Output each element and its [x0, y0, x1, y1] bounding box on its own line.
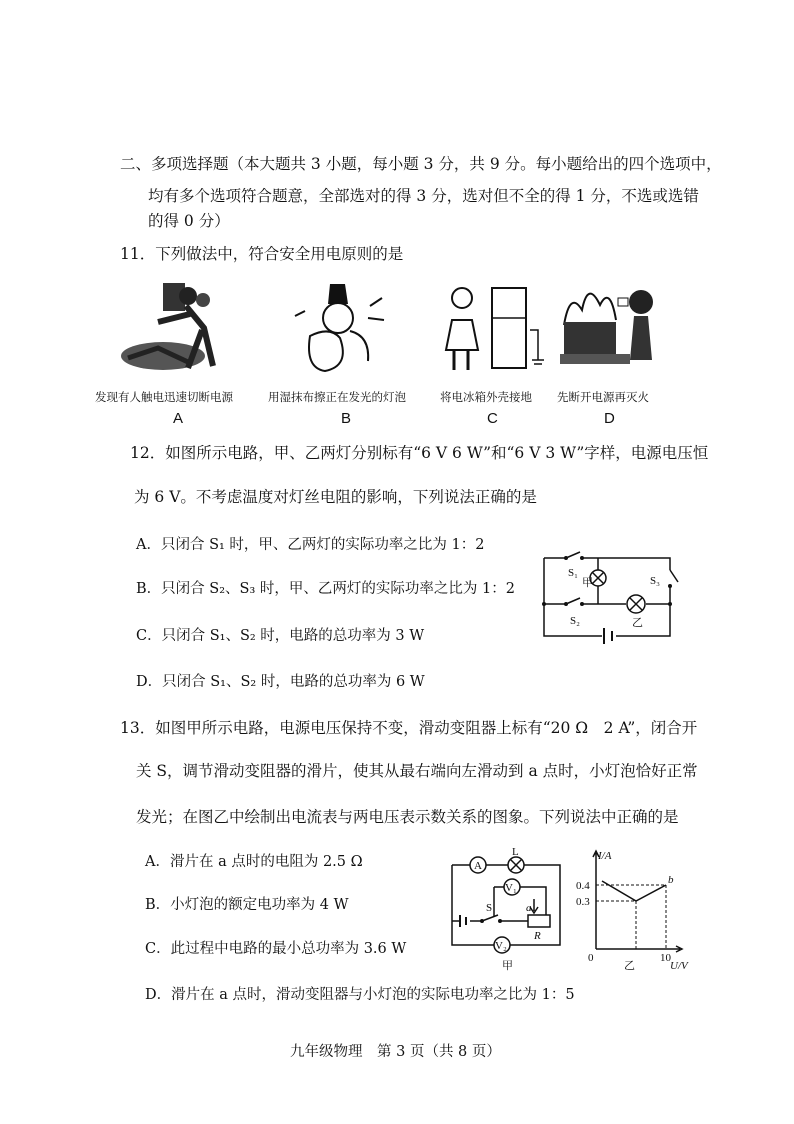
page-footer: 九年级物理 第 3 页（共 8 页）	[290, 1044, 501, 1060]
lamp-l	[508, 857, 524, 873]
fridge-ground-icon	[440, 280, 550, 375]
voltmeter-v1	[504, 879, 520, 895]
circuit-diagram-13	[442, 845, 570, 973]
section-heading-line1: 二、多项选择题（本大题共 3 小题，每小题 3 分，共 9 分。每小题给出的四个选项中，	[120, 155, 722, 173]
graph-ytick-0-3: 0.3	[576, 896, 590, 908]
option-12-d: D．只闭合 S₁、S₂ 时，电路的总功率为 6 W	[136, 674, 425, 690]
svg-text:V₂: V₂	[495, 940, 507, 952]
option-11-c-letter: C	[487, 410, 498, 427]
question-12-stem-line2: 为 6 V。不考虑温度对灯丝电阻的影响，下列说法正确的是	[134, 488, 537, 506]
option-12-b: B．只闭合 S₂、S₃ 时，甲、乙两灯的实际功率之比为 1：2	[136, 581, 515, 597]
option-13-b: B．小灯泡的额定电功率为 4 W	[145, 897, 349, 913]
svg-text:V₁: V₁	[505, 882, 517, 894]
option-11-b-letter: B	[341, 410, 352, 427]
option-13-c: C．此过程中电路的最小总功率为 3.6 W	[145, 941, 407, 957]
graph-xtick-10: 10	[660, 952, 671, 964]
label-lamp-jia: 甲	[582, 577, 593, 589]
iu-graph	[576, 845, 690, 973]
option-11-a-letter: A	[173, 410, 184, 427]
label-s2: S₂	[570, 615, 580, 627]
voltmeter-v2	[494, 937, 510, 953]
lamp-yi	[627, 595, 645, 613]
option-11-d-caption: 先断开电源再灭火	[557, 390, 649, 404]
option-11-b-caption: 用湿抹布擦正在发光的灯泡	[268, 390, 406, 404]
graph-point-b: b	[668, 874, 674, 886]
person-rescue-icon	[118, 278, 233, 378]
graph-xlabel: U/V	[670, 960, 688, 972]
question-11-stem: 11．下列做法中，符合安全用电原则的是	[120, 245, 404, 263]
wet-cloth-bulb-icon	[290, 276, 390, 376]
label-rheostat-r: R	[534, 930, 541, 942]
ammeter	[470, 857, 486, 873]
label-lamp-yi: 乙	[632, 617, 643, 629]
circuit-caption-jia: 甲	[502, 960, 513, 972]
graph-ytick-0-4: 0.4	[576, 880, 590, 892]
label-s1: S₁	[568, 567, 578, 579]
option-12-c: C．只闭合 S₁、S₂ 时，电路的总功率为 3 W	[136, 628, 425, 644]
label-lamp-l: L	[512, 846, 519, 858]
graph-caption-yi: 乙	[624, 960, 635, 972]
option-11-d-letter: D	[604, 410, 615, 427]
label-switch-s: S	[486, 902, 493, 914]
option-13-d: D．滑片在 a 点时，滑动变阻器与小灯泡的实际电功率之比为 1：5	[145, 987, 575, 1003]
question-12-stem-line1: 12．如图所示电路，甲、乙两灯分别标有“6 V 6 W”和“6 V 3 W”字样，电源电压恒	[130, 444, 709, 462]
label-s3: S₃	[650, 575, 660, 587]
option-11-a-caption: 发现有人触电迅速切断电源	[95, 390, 233, 404]
svg-text:A: A	[474, 860, 482, 872]
option-12-a: A．只闭合 S₁ 时，甲、乙两灯的实际功率之比为 1：2	[136, 537, 485, 553]
question-13-stem-line2: 关 S，调节滑动变阻器的滑片，使其从最右端向左滑动到 a 点时，小灯泡恰好正常	[136, 762, 698, 780]
question-13-stem-line1: 13．如图甲所示电路，电源电压保持不变，滑动变阻器上标有“20 Ω 2 A”，闭合开	[120, 719, 698, 737]
question-13-stem-line3: 发光；在图乙中绘制出电流表与两电压表示数关系的图象。下列说法中正确的是	[136, 808, 679, 826]
option-13-a: A．滑片在 a 点时的电阻为 2.5 Ω	[145, 854, 363, 870]
option-11-c-caption: 将电冰箱外壳接地	[440, 390, 532, 404]
section-heading-line2: 均有多个选项符合题意，全部选对的得 3 分，选对但不全的得 1 分，不选或选错	[148, 187, 699, 205]
graph-origin: 0	[588, 952, 594, 964]
graph-ylabel: I/A	[598, 850, 612, 862]
fire-power-icon	[556, 280, 666, 370]
circuit-diagram-12	[538, 548, 688, 650]
label-point-a: a	[526, 902, 532, 914]
section-heading-line3: 的得 0 分）	[148, 212, 230, 230]
